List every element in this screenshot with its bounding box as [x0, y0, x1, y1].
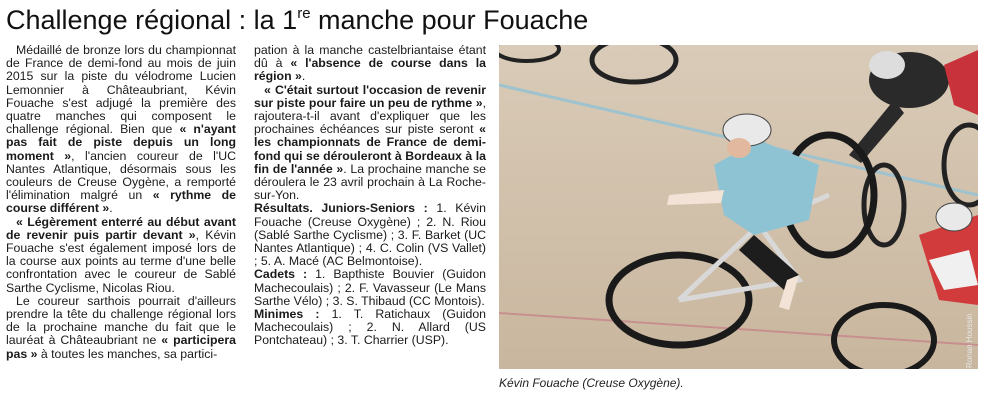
text-span: à toutes les manches, sa partici-	[37, 346, 218, 361]
quote: « Légèrement enterré au début avant de revenir puis partir devant »	[6, 214, 236, 242]
quote: « rythme de course différent »	[6, 188, 236, 216]
results-juniors	[254, 202, 486, 268]
results-cadets	[254, 268, 486, 308]
results-label: Cadets :	[254, 267, 308, 282]
headline-post: manche pour Fouache	[310, 5, 589, 35]
results-text: 1. Bapthiste Bouvier (Guidon Machecoulais) ; 2. F. Vavasseur (Le Mans Sarthe Vélo) ; 3. S. Thibaud (CC Montois).	[254, 267, 487, 308]
headline	[6, 3, 588, 37]
quote: « participera pas »	[6, 333, 236, 361]
article-column-2	[254, 44, 486, 348]
paragraph-4	[254, 84, 486, 203]
quote: « n'ayant pas fait de piste depuis un long moment »	[6, 122, 236, 163]
cycling-photo	[499, 45, 978, 369]
article-column-1	[6, 44, 236, 361]
headline-pre: Challenge régional : la 1	[6, 5, 298, 35]
text-span: . La prochaine manche se déroulera le 23 avril prochain à La Roche-sur-Yon.	[254, 161, 486, 203]
results-text: 1. T. Ratichaux (Guidon Machecoulais) ; 2. N. Allard (US Pontchateau) ; 3. T. Charrier (USP).	[254, 307, 486, 348]
paragraph-continued	[254, 44, 486, 84]
text-span: .	[109, 201, 113, 216]
quote: « C'était surtout l'occasion de revenir sur piste pour faire un peu de rythme »	[254, 82, 486, 110]
results-minimes	[254, 308, 486, 348]
results-label: Minimes :	[254, 307, 320, 322]
photo-credit: Ronan Houssin	[965, 313, 974, 368]
paragraph-1	[6, 44, 236, 216]
quote: « les championnats de France de demi-fond qui se dérouleront à Bordeaux à la fin de l'année »	[254, 122, 486, 176]
text-span: , Kévin Fouache s'est également imposé lors de la course aux points au terme d'une belle confrontation avec le coureur de Sablé Sarthe Cyclisme, Nicolas Riou.	[6, 227, 236, 295]
text-span: , l'ancien coureur de l'UC Nantes Atlantique, désormais sous les couleurs de Creuse Oygène, a remporté l'élimination malgré un	[6, 148, 236, 203]
text-span: Le coureur sarthois pourrait d'ailleurs prendre la tête du challenge régional lors de la prochaine manche du fait que le lauréat à Châteaubriant ne	[6, 293, 236, 348]
paragraph-2	[6, 216, 236, 295]
photo-caption: Kévin Fouache (Creuse Oxygène).	[499, 376, 684, 390]
paragraph-3	[6, 295, 236, 361]
quote: « l'absence de course dans la région »	[254, 56, 486, 84]
text-span: .	[301, 69, 306, 84]
results-text: 1. Kévin Fouache (Creuse Oxygène) ; 2. N. Riou (Sablé Sarthe Cyclisme) ; 3. F. Barket (UC Nantes Atlantique) ; 4. C. Colin (VS Vallet) ; 5. A. Macé (AC Belmontoise).	[254, 201, 486, 269]
headline-sup: re	[297, 5, 311, 22]
text-span: , rajoutera-t-il avant d'expliquer que les prochaines échéances sur piste seront	[254, 95, 486, 137]
text-span: pation à la manche castelbriantaise étant dû à	[254, 43, 486, 71]
results-label: Résultats. Juniors-Seniors :	[254, 201, 428, 216]
text-span: Médaillé de bronze lors du championnat de France de demi-fond au mois de juin 2015 sur la piste du vélodrome Lucien Lemonnier à Châteaubriant, Kévin Fouache s'est adjugé la première des quatre manches qui composent le challenge régional. Bien que	[6, 43, 236, 137]
